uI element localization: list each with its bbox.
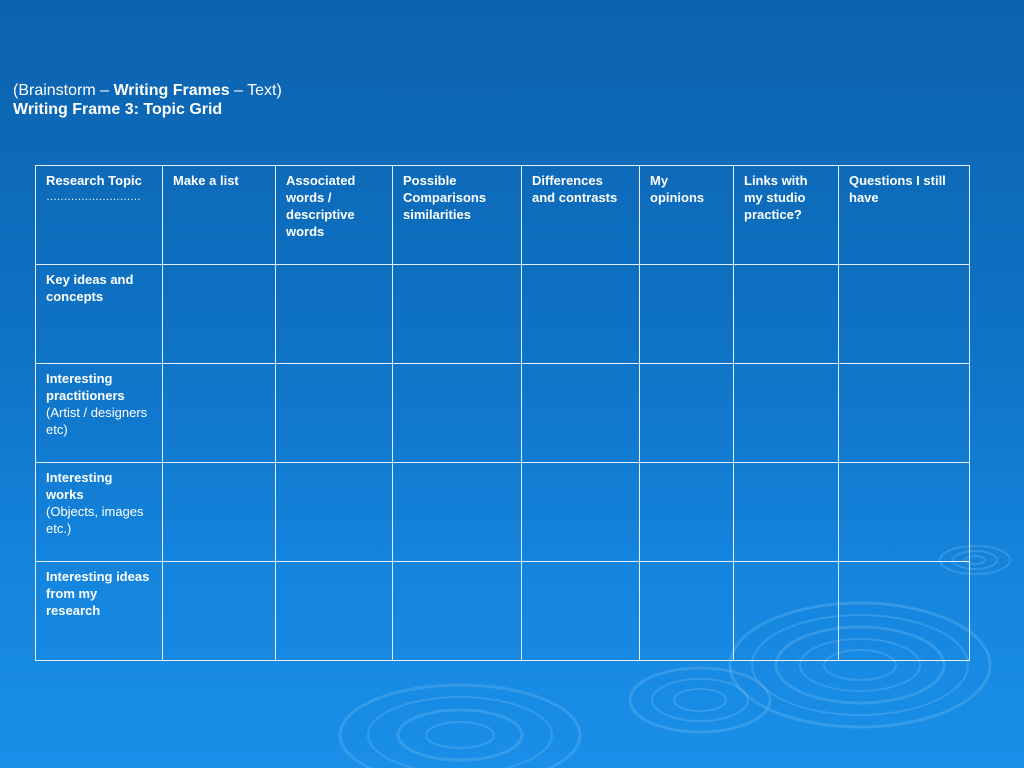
topic-grid-table (35, 165, 970, 661)
row-header (36, 562, 163, 661)
grid-cell (839, 265, 970, 364)
heading-line-2: Writing Frame 3: Topic Grid (13, 101, 223, 118)
grid-cell (393, 562, 522, 661)
grid-cell (163, 463, 276, 562)
column-header: Make a list (163, 166, 276, 265)
row-header (36, 463, 163, 562)
column-header: Possible Comparisons similarities (393, 166, 522, 265)
grid-cell (839, 364, 970, 463)
grid-cell (163, 265, 276, 364)
row-header (36, 265, 163, 364)
grid-cell (276, 364, 393, 463)
heading-line-1 (13, 81, 282, 100)
grid-cell (734, 562, 839, 661)
row-header-bold: Interesting practitioners (46, 371, 125, 403)
table-header-row (36, 166, 970, 265)
corner-cell-research-topic (36, 166, 163, 265)
grid-cell (734, 265, 839, 364)
table-row (36, 562, 970, 661)
grid-cell (522, 364, 640, 463)
grid-cell (276, 265, 393, 364)
column-header: Differences and contrasts (522, 166, 640, 265)
heading-prefix: (Brainstorm – (13, 82, 114, 99)
heading-bold-title: Writing Frames (113, 82, 230, 99)
table-row (36, 463, 970, 562)
grid-cell (640, 562, 734, 661)
slide-heading (13, 81, 282, 119)
column-header: Associated words / descriptive words (276, 166, 393, 265)
row-header (36, 364, 163, 463)
grid-cell (276, 562, 393, 661)
row-header-bold: Interesting works (46, 470, 113, 502)
column-header: Questions I still have (839, 166, 970, 265)
grid-cell (163, 364, 276, 463)
grid-cell (734, 364, 839, 463)
grid-cell (640, 265, 734, 364)
grid-cell (163, 562, 276, 661)
row-header-bold: Interesting ideas from my research (46, 569, 150, 618)
table-row (36, 364, 970, 463)
grid-cell (640, 463, 734, 562)
row-header-note: (Objects, images etc.) (46, 504, 144, 536)
row-header-note: (Artist / designers etc) (46, 405, 148, 437)
heading-suffix: – Text) (229, 82, 282, 99)
grid-cell (839, 562, 970, 661)
corner-label: Research Topic (46, 173, 142, 188)
corner-dots: ……………………… (46, 191, 141, 203)
grid-cell (522, 463, 640, 562)
grid-cell (839, 463, 970, 562)
grid-cell (734, 463, 839, 562)
grid-cell (393, 364, 522, 463)
grid-cell (393, 463, 522, 562)
column-header: My opinions (640, 166, 734, 265)
grid-cell (640, 364, 734, 463)
grid-cell (522, 562, 640, 661)
grid-cell (276, 463, 393, 562)
grid-cell (522, 265, 640, 364)
column-header: Links with my studio practice? (734, 166, 839, 265)
grid-cell (393, 265, 522, 364)
row-header-bold: Key ideas and concepts (46, 272, 134, 304)
table-row (36, 265, 970, 364)
